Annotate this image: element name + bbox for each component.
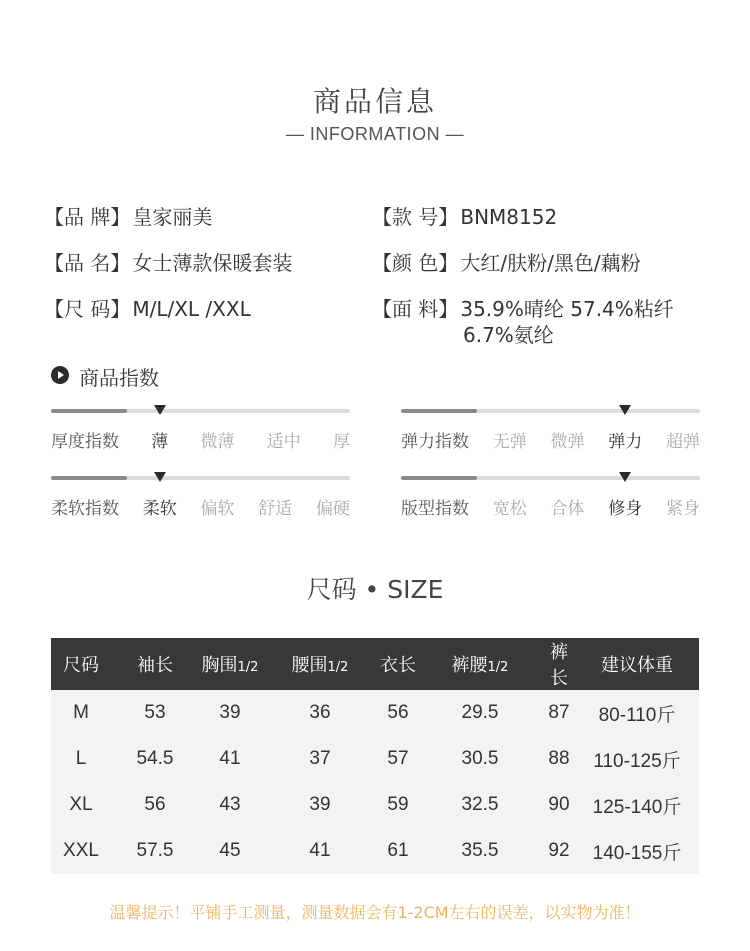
col-weight: 建议体重 [575,638,699,690]
table-cell: 41 [261,828,379,874]
page-subtitle: — INFORMATION — [285,124,465,144]
slider-option: 宽松 [492,499,527,519]
table-cell: 56 [379,690,417,736]
slider-option: 偏硬 [316,499,350,519]
table-cell: 56 [111,782,199,828]
slider-labels [401,494,700,519]
info-size-key: 【尺 码】 [44,297,131,321]
slider-option: 修身 [608,499,643,519]
slider-option: 弹力 [608,432,643,452]
play-circle-icon [51,366,69,384]
table-row [51,782,699,828]
table-cell: 36 [261,690,379,736]
info-name-key: 【品 名】 [44,251,131,275]
info-brand [44,201,212,230]
table-cell: 43 [199,782,261,828]
table-cell: 29.5 [417,690,543,736]
table-row [51,828,699,874]
info-fabric-line2: 6.7%氨纶 [463,323,554,347]
slider-option: 舒适 [258,499,293,519]
table-row [51,690,699,736]
page-title: 商品信息 [312,85,437,118]
slider-fill [401,409,477,413]
measurement-note: 温馨提示！平铺手工测量，测量数据会有1-2CM左右的误差，以实物为准！ [109,903,641,922]
slider-option: 合体 [550,499,585,519]
slider-marker-icon [619,405,631,415]
slider-option: 紧身 [666,499,700,519]
col-pants-waist: 裤腰1/2 [417,638,543,690]
slider-fill [51,409,127,413]
slider-option: 薄 [151,432,169,452]
table-cell: 57 [379,736,417,782]
table-cell: 30.5 [417,736,543,782]
table-cell: 90 [543,782,575,828]
table-cell: XXL [51,828,111,874]
slider-marker-icon [619,472,631,482]
table-cell: L [51,736,111,782]
info-size-value: M/L/XL /XXL [132,297,251,321]
info-style-value: BNM8152 [460,205,558,229]
table-cell: 39 [199,690,261,736]
table-cell: 125-140斤 [575,782,699,828]
info-style [372,201,557,230]
slider-fill [401,476,477,480]
table-cell: 80-110斤 [575,690,699,736]
info-style-key: 【款 号】 [372,205,459,229]
table-cell: 87 [543,690,575,736]
table-cell: 57.5 [111,828,199,874]
slider-option: 无弹 [492,432,527,452]
size-table [51,638,699,874]
table-header-row [51,638,699,690]
table-cell: 59 [379,782,417,828]
table-cell: 53 [111,690,199,736]
slider-labels [401,427,700,452]
info-name-value: 女士薄款保暖套装 [132,251,293,275]
info-fabric [372,293,674,322]
table-cell: 88 [543,736,575,782]
slider-option: 适中 [266,432,301,452]
col-size: 尺码 [51,638,111,690]
slider-name: 厚度指数 [51,432,119,452]
slider-option: 柔软 [142,499,177,519]
slider-labels [51,494,350,519]
table-cell: XL [51,782,111,828]
slider-marker-icon [154,405,166,415]
table-cell: 140-155斤 [575,828,699,874]
slider-marker-icon [154,472,166,482]
info-brand-key: 【品 牌】 [44,205,131,229]
slider-fill [51,476,127,480]
info-fabric-key: 【面 料】 [372,297,459,321]
slider-option: 微薄 [200,432,235,452]
col-length: 衣长 [379,638,417,690]
slider-option: 厚 [333,432,350,452]
index-title: 商品指数 [79,366,159,390]
slider-option: 偏软 [200,499,235,519]
table-cell: 45 [199,828,261,874]
col-chest: 胸围1/2 [199,638,261,690]
table-cell: 61 [379,828,417,874]
info-color-value: 大红/肤粉/黑色/藕粉 [460,251,641,275]
table-cell: 37 [261,736,379,782]
col-waist: 腰围1/2 [261,638,379,690]
table-cell: M [51,690,111,736]
table-cell: 110-125斤 [575,736,699,782]
size-title: 尺码 • SIZE [306,575,444,604]
table-cell: 39 [261,782,379,828]
slider-name: 柔软指数 [51,499,119,519]
info-name [44,247,292,276]
info-fabric-line1: 35.9%晴纶 57.4%粘纤 [460,297,674,321]
table-cell: 92 [543,828,575,874]
table-cell: 54.5 [111,736,199,782]
slider-name: 弹力指数 [401,432,469,452]
table-row [51,736,699,782]
slider-option: 超弹 [666,432,700,452]
slider-labels [51,427,350,452]
col-sleeve: 袖长 [111,638,199,690]
table-cell: 41 [199,736,261,782]
table-cell: 32.5 [417,782,543,828]
info-brand-value: 皇家丽美 [132,205,213,229]
slider-option: 微弹 [550,432,585,452]
info-color [372,247,641,276]
col-pants-length: 裤长 [543,638,575,690]
info-size [44,293,251,322]
slider-name: 版型指数 [401,499,469,519]
table-cell: 35.5 [417,828,543,874]
info-color-key: 【颜 色】 [372,251,459,275]
